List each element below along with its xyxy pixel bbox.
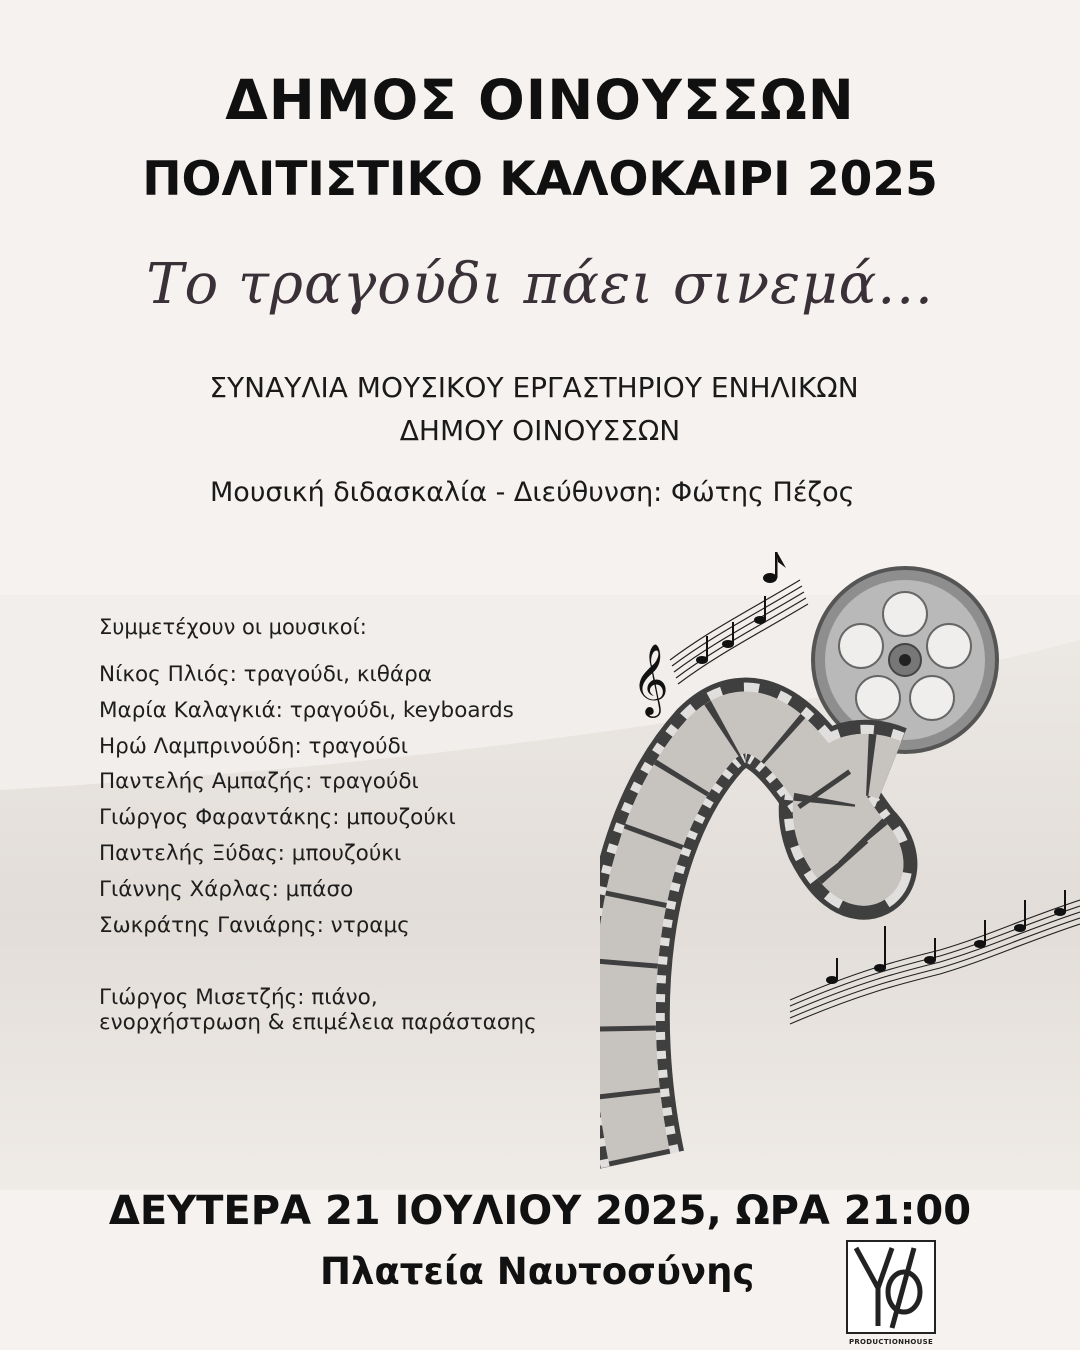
event-venue: Πλατεία Ναυτοσύνης xyxy=(320,1250,755,1293)
musicians-heading: Συμμετέχουν οι μουσικοί: xyxy=(99,615,367,639)
list-item: Γιώργος Φαραντάκης: μπουζούκι xyxy=(99,805,456,831)
production-house-logo xyxy=(846,1240,936,1346)
concert-line-2: ΔΗΜΟΥ ΟΙΝΟΥΣΣΩΝ xyxy=(399,414,681,447)
musicians-list xyxy=(99,660,514,946)
list-item: Παντελής Αμπαζής: τραγούδι xyxy=(99,769,419,795)
musical-director xyxy=(99,985,599,1035)
music-notes-icon xyxy=(670,580,808,684)
list-item: Γιάννης Χάρλας: μπάσο xyxy=(99,876,354,902)
treble-clef-icon: 𝄞 xyxy=(632,642,669,715)
list-item: Παντελής Ξύδας: μπουζούκι xyxy=(99,840,402,866)
film-reel-illustration xyxy=(600,540,1080,1180)
list-item: Ηρώ Λαμπρινούδη: τραγούδι xyxy=(99,733,409,759)
concert-line-1: ΣΥΝΑΥΛΙΑ ΜΟΥΣΙΚΟΥ ΕΡΓΑΣΤΗΡΙΟΥ ΕΝΗΛΙΚΩΝ xyxy=(209,371,859,404)
list-item: Σωκράτης Γανιάρης: ντραμς xyxy=(99,912,410,938)
director-line-2: ενορχήστρωση & επιμέλεια παράστασης xyxy=(99,1010,537,1035)
event-subtitle: Το τραγούδι πάει σινεμά... xyxy=(146,252,934,317)
film-strip-icon xyxy=(625,723,890,1160)
list-item: Νίκος Πλιός: τραγούδι, κιθάρα xyxy=(99,662,432,687)
event-date: ΔΕΥΤΕΡΑ 21 ΙΟΥΛΙΟΥ 2025, ΩΡΑ 21:00 xyxy=(108,1188,972,1234)
director-line-1: Γιώργος Μισετζής: πιάνο, xyxy=(99,985,378,1010)
logo-caption: PRODUCTIONHOUSE xyxy=(848,1338,934,1346)
festival-title: ΠΟΛΙΤΙΣΤΙΚΟ ΚΑΛΟΚΑΙΡΙ 2025 xyxy=(142,152,938,207)
municipality-title: ΔΗΜΟΣ ΟΙΝΟΥΣΣΩΝ xyxy=(225,68,855,132)
logo-glyph xyxy=(848,1242,934,1332)
list-item: Μαρία Καλαγκιά: τραγούδι, keyboards xyxy=(99,697,514,723)
music-direction: Μουσική διδασκαλία - Διεύθυνση: Φώτης Πέζος xyxy=(210,477,855,508)
logo-mark xyxy=(846,1240,936,1334)
